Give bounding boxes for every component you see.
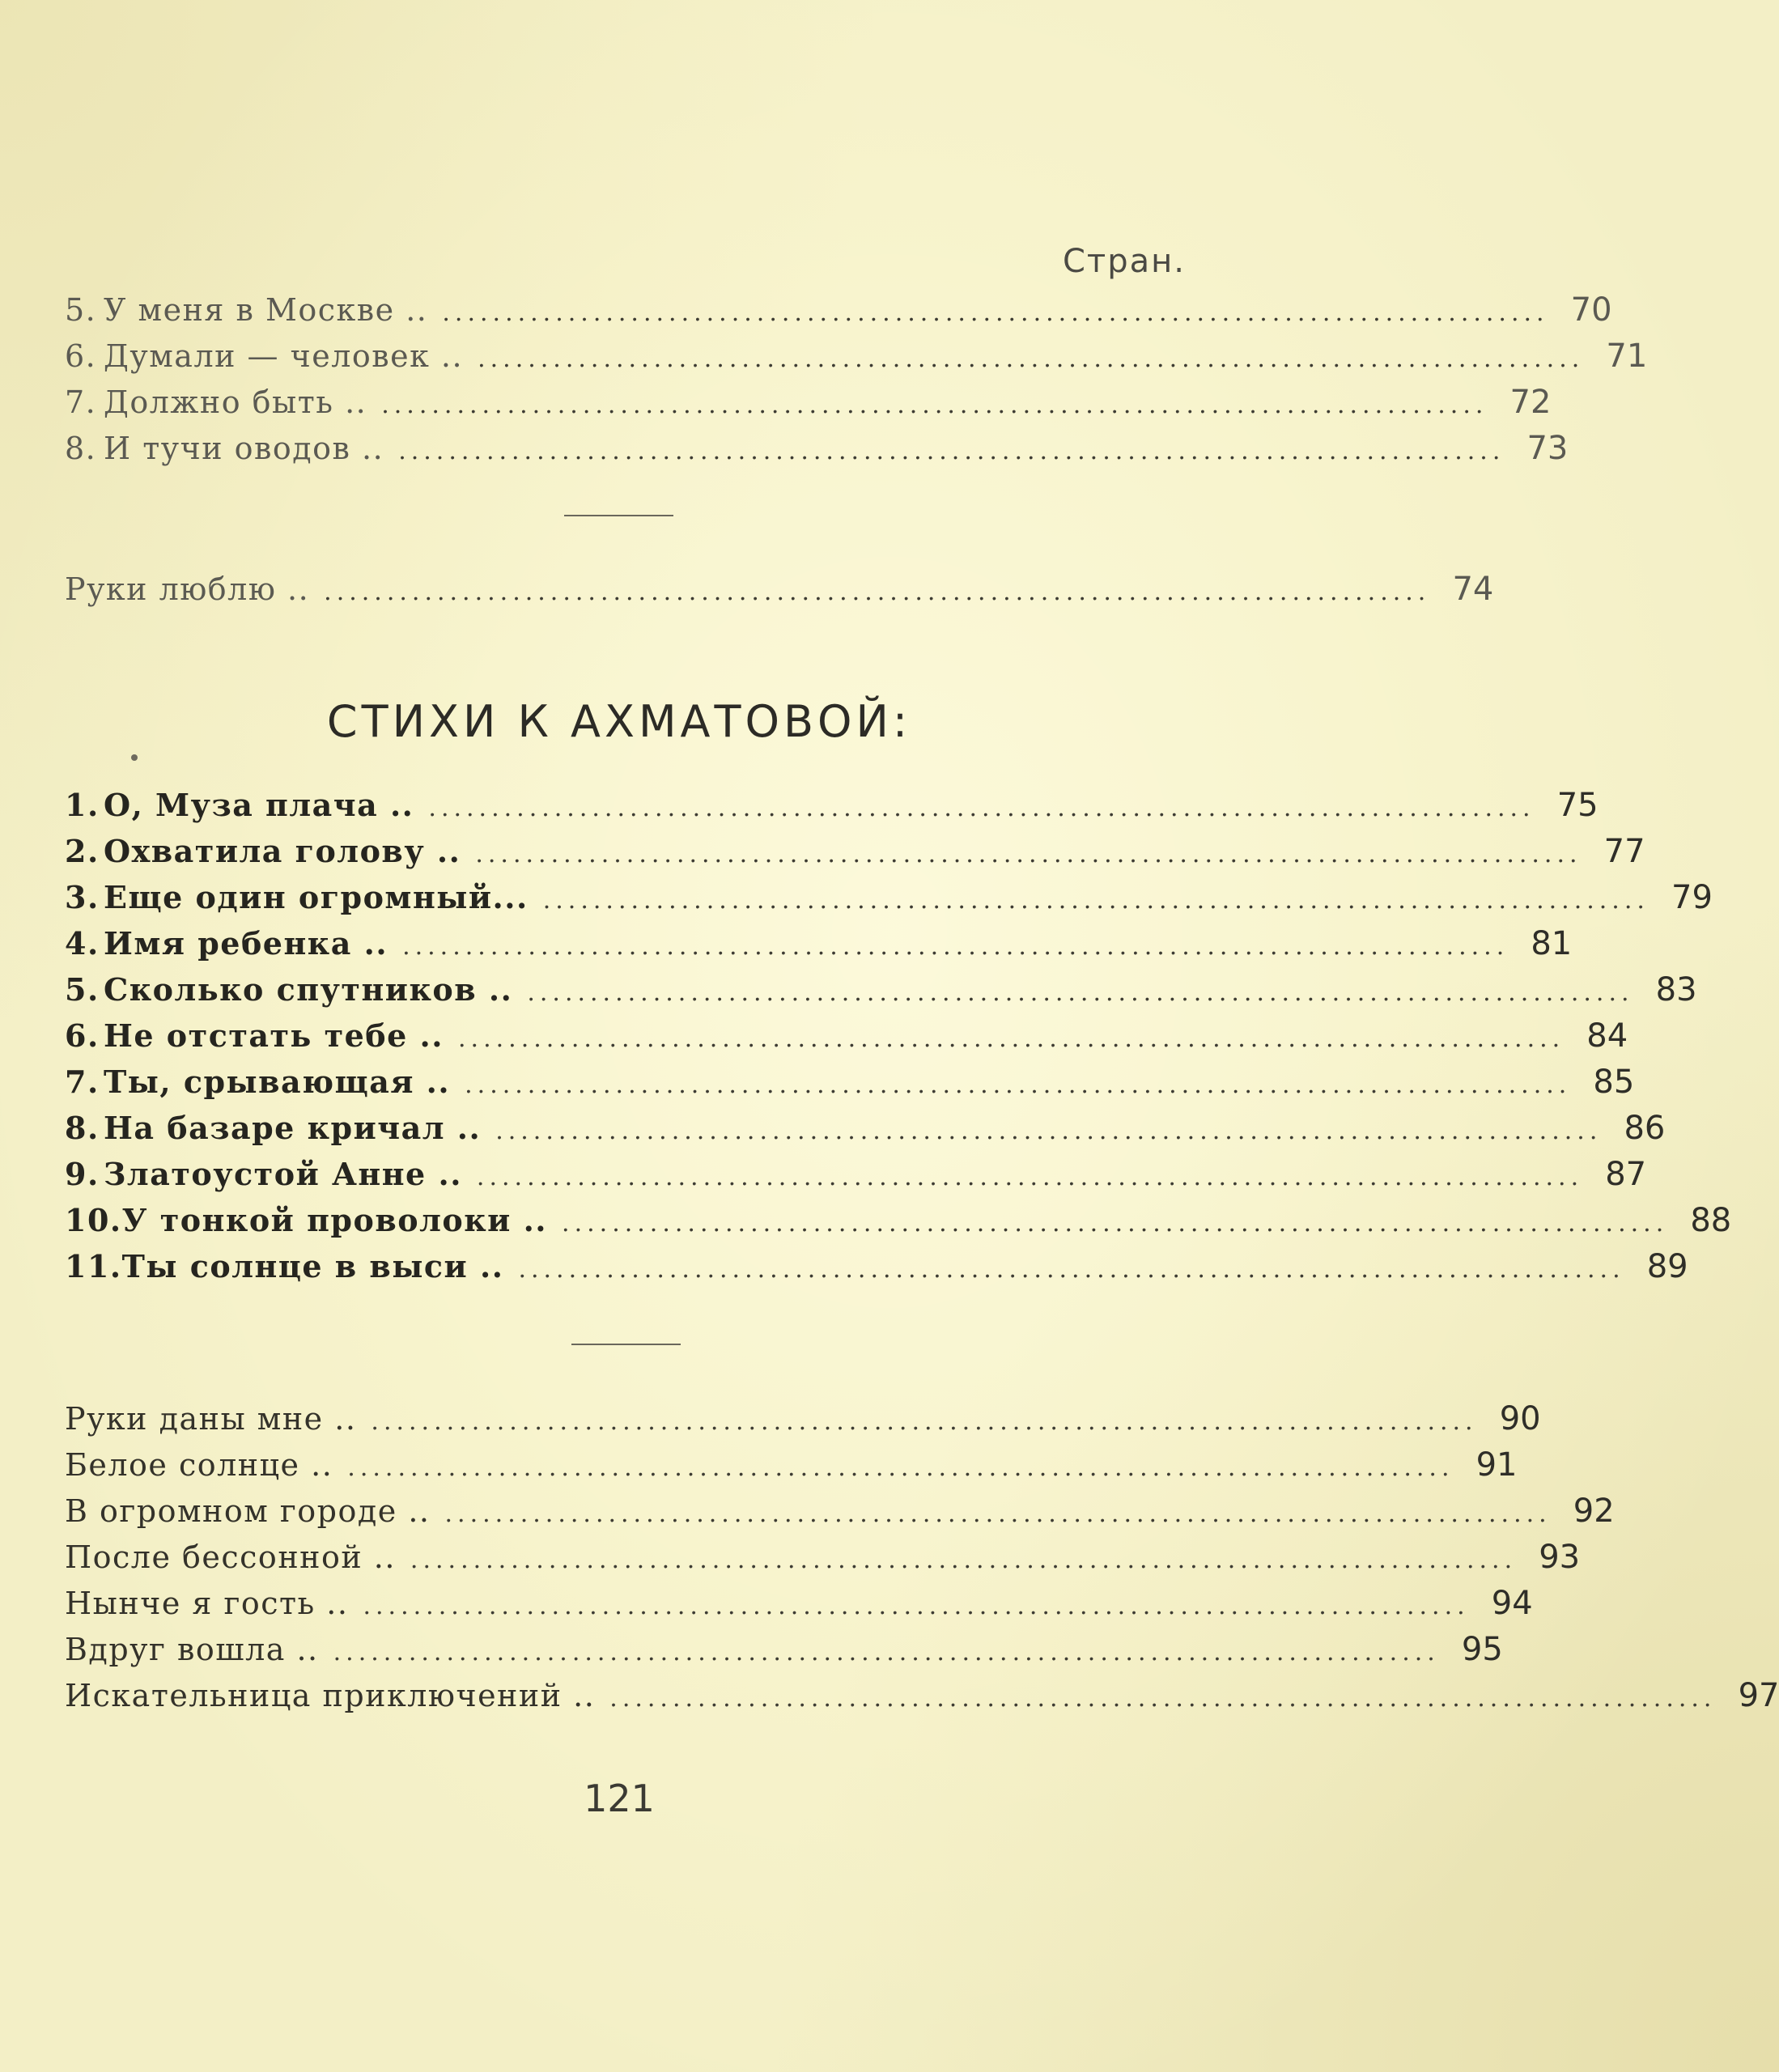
toc-entry [65,1248,1688,1294]
entry-page-number: 71 [1606,338,1648,375]
entry-page-number: 90 [1499,1400,1541,1437]
entry-title: Не отстать тебе .. [104,1017,444,1054]
dot-leader: ........................................................................................ [518,1255,1625,1284]
page-number-folio: 121 [584,1777,655,1820]
toc-group-3 [65,1400,1779,1723]
entry-page-number: 73 [1526,430,1569,467]
dot-leader: ........................................................................................ [609,1684,1717,1713]
entry-page-number: 72 [1509,384,1552,421]
entry-number: 5. [65,292,97,328]
entry-title: Нынче я гость .. [65,1586,349,1621]
entry-page-number: 83 [1655,971,1697,1008]
toc-single-entry [65,571,1494,617]
entry-page-number: 91 [1475,1446,1518,1484]
section-divider [571,1344,681,1345]
toc-entry [65,1492,1615,1539]
dot-leader: ........................................................................................ [324,578,1431,606]
toc-entry [65,1156,1647,1202]
dot-leader: ........................................................................................ [476,1163,1584,1191]
dot-leader: ........................................................................................ [398,437,1505,465]
toc-entry [65,1539,1581,1585]
toc-entry [65,430,1569,476]
entry-title: После бессонной .. [65,1539,396,1575]
entry-number: 2. [65,833,100,869]
dot-leader: ........................................................................................ [465,1071,1572,1099]
dot-leader: ........................................................................................ [381,391,1488,419]
entry-page-number: 97 [1738,1677,1779,1714]
dot-leader: ........................................................................................ [562,1209,1669,1238]
dot-leader: ........................................................................................ [442,299,1549,327]
entry-title: На базаре кричал .. [104,1110,482,1146]
dot-leader: ........................................................................................ [495,1117,1603,1145]
toc-group-1 [65,291,1648,476]
entry-title: Думали — человек .. [104,338,464,374]
toc-entry [65,1585,1533,1631]
toc-entry [65,1202,1732,1248]
entry-page-number: 77 [1603,833,1645,870]
entry-title: У тонкой проволоки .. [121,1202,548,1238]
entry-title: Вдруг вошла .. [65,1632,319,1667]
entry-page-number: 88 [1690,1202,1732,1239]
toc-entry [65,291,1612,338]
entry-number: 6. [65,1017,100,1054]
dot-leader: ........................................................................................ [363,1592,1470,1620]
entry-page-number: 75 [1556,787,1599,824]
dot-leader: ........................................................................................ [475,840,1582,868]
entry-number: 5. [65,971,100,1008]
page-column-header: Стран. [1063,243,1186,280]
dot-leader: ........................................................................................ [444,1500,1552,1528]
entry-page-number: 79 [1671,879,1713,916]
section-heading: СТИХИ К АХМАТОВОЙ: [326,696,912,747]
entry-page-number: 95 [1461,1631,1503,1668]
entry-page-number: 93 [1539,1539,1581,1576]
dot-leader: ........................................................................................ [410,1546,1518,1574]
toc-entry [65,787,1599,833]
dot-leader: ........................................................................................ [402,932,1509,961]
toc-entry [65,1017,1628,1064]
toc-entry [65,1110,1666,1156]
entry-page-number: 74 [1452,571,1494,608]
toc-entry [65,384,1552,430]
entry-page-number: 84 [1586,1017,1628,1055]
entry-title: Еще один огромный... [104,879,529,915]
toc-entry [65,925,1573,971]
entry-page-number: 86 [1624,1110,1666,1147]
entry-page-number: 89 [1646,1248,1688,1285]
entry-title: Сколько спутников .. [104,971,513,1008]
toc-entry [65,1631,1503,1677]
entry-title: Руки люблю .. [65,571,310,607]
entry-title: Должно быть .. [104,384,367,420]
ink-speck [131,754,138,761]
entry-number: 1. [65,787,100,823]
entry-title: Руки даны мне .. [65,1401,357,1437]
entry-page-number: 70 [1570,291,1612,329]
toc-entry [65,879,1713,925]
toc-entry [65,1400,1541,1446]
entry-page-number: 81 [1531,925,1573,962]
dot-leader: ........................................................................................ [333,1638,1440,1667]
dot-leader: ........................................................................................ [347,1454,1454,1482]
entry-title: Имя ребенка .. [104,925,388,962]
toc-entry [65,571,1494,617]
entry-number: 7. [65,384,97,420]
entry-title: Охватила голову .. [104,833,461,869]
entry-title: Ты, срывающая .. [104,1064,451,1100]
dot-leader: ........................................................................................ [527,979,1634,1007]
dot-leader: ........................................................................................ [458,1025,1565,1053]
dot-leader: ........................................................................................ [542,886,1650,915]
dot-leader: ........................................................................................ [428,794,1535,822]
entry-page-number: 92 [1573,1492,1615,1530]
entry-title: Белое солнце .. [65,1447,333,1483]
entry-number: 9. [65,1156,100,1192]
entry-page-number: 94 [1491,1585,1533,1622]
dot-leader: ........................................................................................ [371,1408,1478,1436]
entry-number: 10. [65,1202,122,1238]
entry-title: И тучи оводов .. [104,431,384,466]
entry-title: Ты солнце в выси .. [121,1248,504,1284]
entry-page-number: 87 [1605,1156,1647,1193]
toc-entry [65,1677,1779,1723]
toc-entry [65,1064,1635,1110]
entry-title: В огромном городе .. [65,1493,431,1529]
entry-page-number: 85 [1593,1064,1635,1101]
entry-number: 8. [65,431,97,466]
dot-leader: ........................................................................................ [478,345,1585,373]
entry-number: 7. [65,1064,100,1100]
entry-title: У меня в Москве .. [104,292,428,328]
toc-group-akhmatova [65,787,1732,1294]
entry-number: 8. [65,1110,100,1146]
toc-entry [65,971,1697,1017]
toc-entry [65,338,1648,384]
toc-entry [65,1446,1518,1492]
entry-title: О, Муза плача .. [104,787,414,823]
entry-number: 11. [65,1248,122,1284]
entry-number: 4. [65,925,100,962]
entry-title: Искательница приключений .. [65,1678,596,1713]
entry-number: 3. [65,879,100,915]
entry-title: Златоустой Анне .. [104,1156,462,1192]
entry-number: 6. [65,338,97,374]
section-divider [564,515,673,516]
toc-entry [65,833,1645,879]
